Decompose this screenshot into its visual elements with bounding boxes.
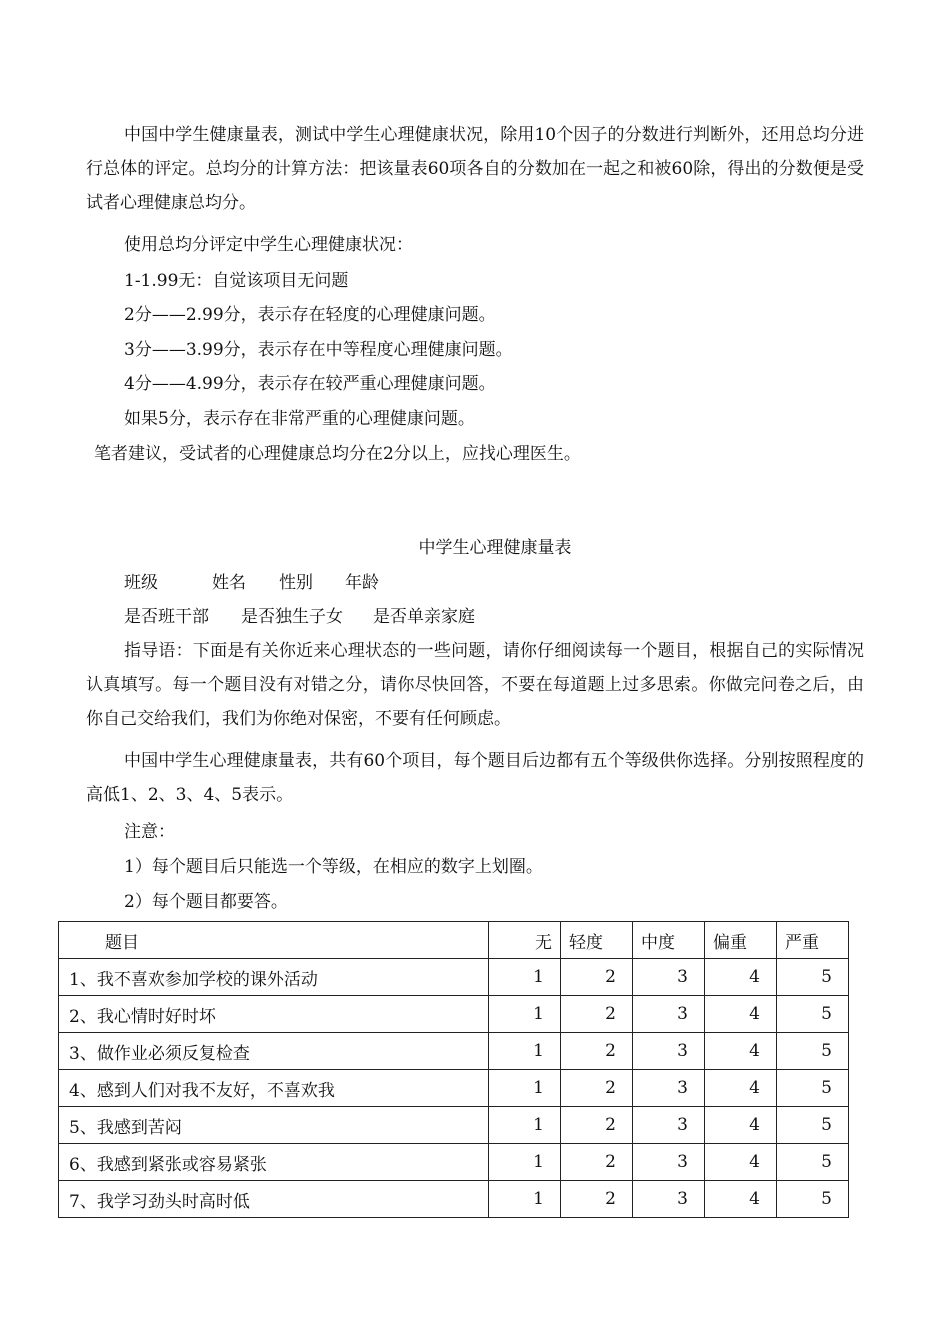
rating-option[interactable]: 3: [633, 1033, 705, 1070]
age-field-label: 年龄: [345, 573, 379, 593]
rating-option[interactable]: 2: [561, 1070, 633, 1107]
level-item: 如果5分，表示存在非常严重的心理健康问题。: [124, 409, 475, 429]
question-text: 6、我感到紧张或容易紧张: [59, 1144, 489, 1181]
rating-option[interactable]: 4: [705, 1033, 777, 1070]
table-row: [59, 1107, 849, 1144]
rating-option[interactable]: 3: [633, 1181, 705, 1218]
rating-option[interactable]: 1: [489, 1033, 561, 1070]
rating-option[interactable]: 5: [777, 1070, 849, 1107]
rating-option[interactable]: 2: [561, 1144, 633, 1181]
level-item: 4分——4.99分，表示存在较严重心理健康问题。: [124, 374, 496, 394]
name-field-label: 姓名: [212, 573, 246, 593]
table-header-row: [59, 922, 849, 959]
rating-option[interactable]: 5: [777, 1144, 849, 1181]
rating-option[interactable]: 2: [561, 1107, 633, 1144]
rating-option[interactable]: 1: [489, 996, 561, 1033]
header-moderate: 中度: [633, 922, 705, 959]
level-item: 3分——3.99分，表示存在中等程度心理健康问题。: [124, 340, 513, 360]
rating-option[interactable]: 5: [777, 1181, 849, 1218]
question-text: 2、我心情时好时坏: [59, 996, 489, 1033]
header-severe-ish: 偏重: [705, 922, 777, 959]
questionnaire-table: [58, 921, 849, 1218]
rating-option[interactable]: 1: [489, 1107, 561, 1144]
table-row: [59, 1181, 849, 1218]
rating-option[interactable]: 1: [489, 1070, 561, 1107]
rating-option[interactable]: 3: [633, 1107, 705, 1144]
rating-option[interactable]: 3: [633, 959, 705, 996]
question-text: 1、我不喜欢参加学校的课外活动: [59, 959, 489, 996]
rating-option[interactable]: 3: [633, 1070, 705, 1107]
rating-option[interactable]: 1: [489, 1144, 561, 1181]
rating-option[interactable]: 2: [561, 1181, 633, 1218]
question-text: 3、做作业必须反复检查: [59, 1033, 489, 1070]
rating-option[interactable]: 3: [633, 1144, 705, 1181]
header-severe: 严重: [777, 922, 849, 959]
rating-option[interactable]: 3: [633, 996, 705, 1033]
rating-option[interactable]: 2: [561, 1033, 633, 1070]
rating-option[interactable]: 5: [777, 1033, 849, 1070]
question-text: 7、我学习劲头时高时低: [59, 1181, 489, 1218]
rating-option[interactable]: 4: [705, 1181, 777, 1218]
status-fields-row: [124, 600, 475, 634]
rating-option[interactable]: 4: [705, 959, 777, 996]
table-row: [59, 1033, 849, 1070]
rating-option[interactable]: 2: [561, 959, 633, 996]
question-text: 4、感到人们对我不友好，不喜欢我: [59, 1070, 489, 1107]
intro-paragraph: 中国中学生健康量表，测试中学生心理健康状况，除用10个因子的分数进行判断外，还用总均分进行总体的评定。总均分的计算方法：把该量表60项各自的分数加在一起之和被60除，得出的分数便是受试者心理健康总均分。: [86, 125, 864, 213]
rating-option[interactable]: 1: [489, 1181, 561, 1218]
note-item: 2）每个题目都要答。: [124, 892, 288, 912]
header-question: 题目: [59, 922, 489, 959]
note-title: 注意：: [124, 822, 175, 842]
note-item: 1）每个题目后只能选一个等级，在相应的数字上划圈。: [124, 857, 543, 877]
rating-option[interactable]: 5: [777, 1107, 849, 1144]
level-item: 2分——2.99分，表示存在轻度的心理健康问题。: [124, 305, 496, 325]
table-row: [59, 1144, 849, 1181]
rating-option[interactable]: 2: [561, 996, 633, 1033]
only-child-label: 是否独生子女: [241, 607, 343, 627]
table-row: [59, 996, 849, 1033]
form-title: 中学生心理健康量表: [418, 538, 572, 558]
rating-option[interactable]: 4: [705, 1107, 777, 1144]
header-mild: 轻度: [561, 922, 633, 959]
class-field-label: 班级: [124, 573, 158, 593]
table-row: [59, 959, 849, 996]
intro-evaluation-heading: 使用总均分评定中学生心理健康状况：: [124, 235, 413, 255]
single-parent-label: 是否单亲家庭: [373, 607, 475, 627]
class-cadre-label: 是否班干部: [124, 607, 209, 627]
rating-option[interactable]: 4: [705, 1144, 777, 1181]
info-fields-row: [124, 566, 379, 600]
rating-option[interactable]: 5: [777, 996, 849, 1033]
header-none: 无: [489, 922, 561, 959]
rating-option[interactable]: 4: [705, 996, 777, 1033]
gender-field-label: 性别: [279, 573, 313, 593]
guide-paragraph: 指导语：下面是有关你近来心理状态的一些问题，请你仔细阅读每一个题目，根据自己的实际情况认真填写。每一个题目没有对错之分，请你尽快回答，不要在每道题上过多思索。你做完问卷之后，由你自己交给我们，我们为你绝对保密，不要有任何顾虑。: [86, 641, 864, 729]
advice-text: 笔者建议，受试者的心理健康总均分在2分以上，应找心理医生。: [94, 444, 581, 464]
rating-option[interactable]: 5: [777, 959, 849, 996]
rating-option[interactable]: 4: [705, 1070, 777, 1107]
rating-option[interactable]: 1: [489, 959, 561, 996]
question-text: 5、我感到苦闷: [59, 1107, 489, 1144]
table-row: [59, 1070, 849, 1107]
level-item: 1-1.99无：自觉该项目无问题: [124, 271, 349, 291]
scale-description: 中国中学生心理健康量表，共有60个项目，每个题目后边都有五个等级供你选择。分别按照程度的高低1、2、3、4、5表示。: [86, 751, 864, 805]
